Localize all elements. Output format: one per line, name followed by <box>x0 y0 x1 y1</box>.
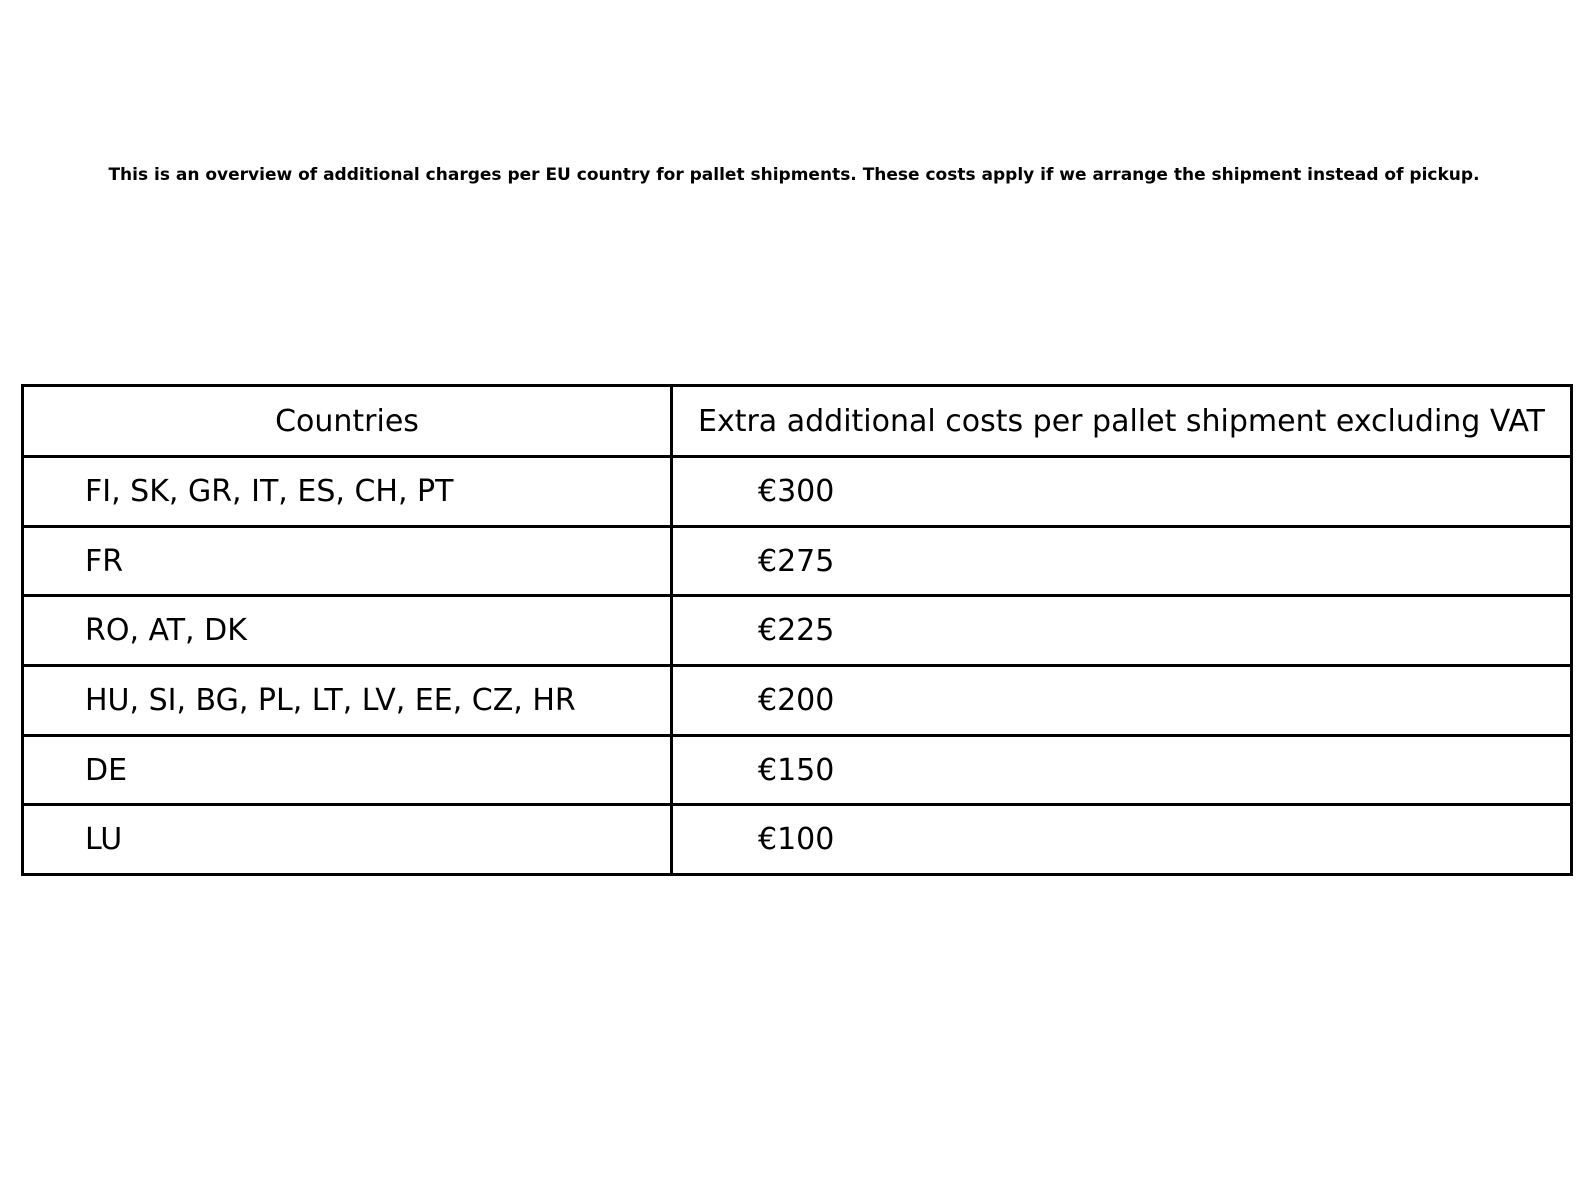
table-row <box>23 596 1572 666</box>
charges-table-container <box>21 384 1573 876</box>
charges-table <box>21 384 1573 876</box>
cost-cell: €200 <box>672 666 1572 736</box>
table-row <box>23 805 1572 875</box>
column-header-countries: Countries <box>23 386 672 457</box>
countries-cell: FR <box>23 526 672 596</box>
cost-cell: €150 <box>672 735 1572 805</box>
cost-cell: €225 <box>672 596 1572 666</box>
countries-cell: LU <box>23 805 672 875</box>
countries-cell: FI, SK, GR, IT, ES, CH, PT <box>23 457 672 527</box>
table-row <box>23 735 1572 805</box>
countries-cell: HU, SI, BG, PL, LT, LV, EE, CZ, HR <box>23 666 672 736</box>
intro-text: This is an overview of additional charges per EU country for pallet shipments. These costs apply if we arrange the shipment instead of pickup. <box>108 165 1480 185</box>
countries-cell: DE <box>23 735 672 805</box>
cost-cell: €275 <box>672 526 1572 596</box>
table-row <box>23 457 1572 527</box>
table-row <box>23 666 1572 736</box>
cost-cell: €100 <box>672 805 1572 875</box>
column-header-costs: Extra additional costs per pallet shipment excluding VAT <box>672 386 1572 457</box>
table-header-row <box>23 386 1572 457</box>
cost-cell: €300 <box>672 457 1572 527</box>
table-row <box>23 526 1572 596</box>
countries-cell: RO, AT, DK <box>23 596 672 666</box>
